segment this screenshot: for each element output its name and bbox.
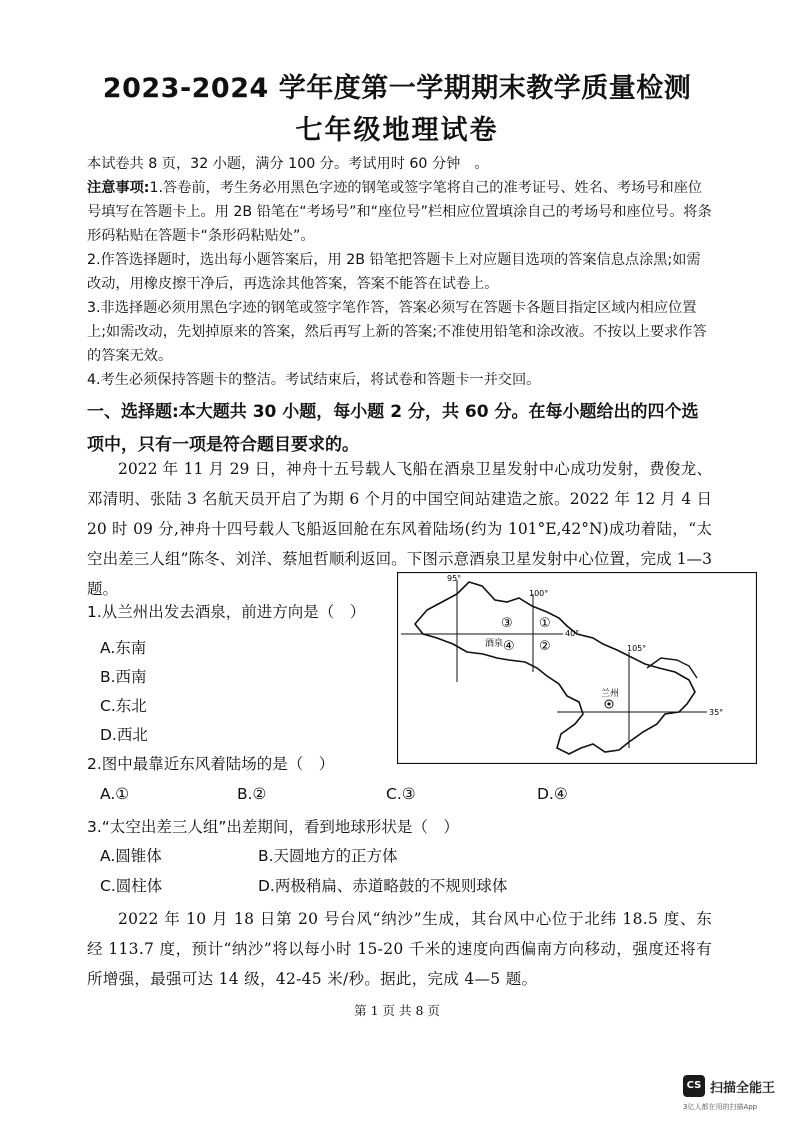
passage-1-text: 2022 年 11 月 29 日，神舟十五号载人飞船在酒泉卫星发射中心成功发射，费俊龙、邓清明、张陆 3 名航天员开启了为期 6 个月的中国空间站建造之旅。2022 年 12 月 4 日 20 时 09 分,神舟十四号载人飞船返回舱在东风着陆场(约为 101°E,42°N)成功着陆，“太空出差三人组”陈冬、刘洋、蔡旭哲顺利返回。下图示意酒泉卫星发射中心位置，完成 1—3 题。	[87, 460, 712, 598]
exam-title: 2023-2024 学年度第一学期期末教学质量检测	[102, 73, 692, 104]
q2-option-d[interactable]: D.④	[537, 785, 568, 803]
label-35: 35°	[709, 708, 724, 717]
q2-option-c[interactable]: C.③	[386, 785, 416, 803]
passage-2: 2022 年 10 月 18 日第 20 号台风“纳沙”生成，其台风中心位于北纬 18.5 度、东经 113.7 度，预计“纳沙”将以每小时 15-20 千米的速度向西偏南方向移动，强度还将有所增强，最强可达 14 级，42-45 米/秒。据此，完成 4—5 题。	[87, 910, 712, 988]
jiuquan-location-map	[397, 572, 757, 764]
label-95: 95°	[447, 574, 462, 583]
lanzhou-marker-dot	[607, 702, 610, 705]
label-105: 105°	[627, 644, 647, 653]
q1-option-a[interactable]: A.东南	[100, 639, 147, 657]
exam-subtitle: 七年级地理试卷	[295, 115, 499, 146]
q3-option-b[interactable]: B.天圆地方的正方体	[258, 847, 398, 865]
note-item-1-text: 1.答卷前，考生务必用黑色字迹的钢笔或签字笔将自己的准考证号、姓名、考场号和座位号填写在答题卡上。用 2B 铅笔在“考场号”和“座位号”栏相应位置填涂自己的考场号和座位号。将条形码粘贴在答题卡“条形码粘贴处”。	[87, 180, 712, 244]
page-footer: 第 1 页 共 8 页	[354, 1003, 440, 1018]
point-2: ②	[539, 639, 551, 654]
label-40: 40°	[565, 629, 580, 638]
label-lanzhou: 兰州	[601, 689, 620, 699]
q3-option-d[interactable]: D.两极稍扁、赤道略鼓的不规则球体	[258, 877, 508, 895]
question-1-stem: 1.从兰州出发去酒泉，前进方向是（ ）	[87, 603, 366, 621]
note-item-1	[87, 176, 712, 248]
notes-label: 注意事项:	[87, 180, 150, 196]
q2-option-b[interactable]: B.②	[237, 785, 267, 803]
section-heading: 一、选择题:本大题共 30 小题，每小题 2 分，共 60 分。在每小题给出的四个选项中，只有一项是符合题目要求的。	[87, 402, 699, 455]
brand-name: 扫描全能王	[710, 1081, 776, 1096]
brand-tagline: 3亿人都在用的扫描App	[683, 1103, 758, 1111]
scanner-watermark	[683, 1075, 788, 1119]
instructions	[87, 152, 712, 392]
cs-logo-icon: CS	[683, 1075, 705, 1097]
label-jiuquan: 酒泉	[485, 639, 504, 649]
q2-option-a[interactable]: A.①	[100, 785, 130, 803]
point-3: ③	[501, 616, 513, 631]
note-item-3: 3.非选择题必须用黑色字迹的钢笔或签字笔作答，答案必须写在答题卡各题目指定区域内相应位置上;如需改动，先划掉原来的答案，然后再写上新的答案;不准使用铅笔和涂改液。不按以上要求作答的答案无效。	[87, 300, 707, 364]
note-item-4: 4.考生必须保持答题卡的整洁。考试结束后，将试卷和答题卡一并交回。	[87, 372, 541, 388]
point-4: ④	[503, 639, 515, 654]
map-frame	[398, 573, 757, 764]
q3-option-a[interactable]: A.圆锥体	[100, 847, 162, 865]
label-100: 100°	[529, 589, 549, 598]
q1-option-b[interactable]: B.西南	[100, 668, 147, 686]
intro-line: 本试卷共 8 页，32 小题，满分 100 分。考试用时 60 分钟 。	[87, 156, 489, 172]
note-item-2: 2.作答选择题时，选出每小题答案后，用 2B 铅笔把答题卡上对应题目选项的答案信息点涂黑;如需改动，用橡皮擦干净后，再选涂其他答案，答案不能答在试卷上。	[87, 252, 701, 292]
q3-option-c[interactable]: C.圆柱体	[100, 877, 163, 895]
question-3-stem: 3.“太空出差三人组”出差期间，看到地球形状是（ ）	[87, 818, 459, 836]
q1-option-d[interactable]: D.西北	[100, 726, 148, 744]
point-1: ①	[539, 616, 551, 631]
q1-option-c[interactable]: C.东北	[100, 697, 147, 715]
question-2-stem: 2.图中最靠近东风着陆场的是（ ）	[87, 755, 335, 773]
